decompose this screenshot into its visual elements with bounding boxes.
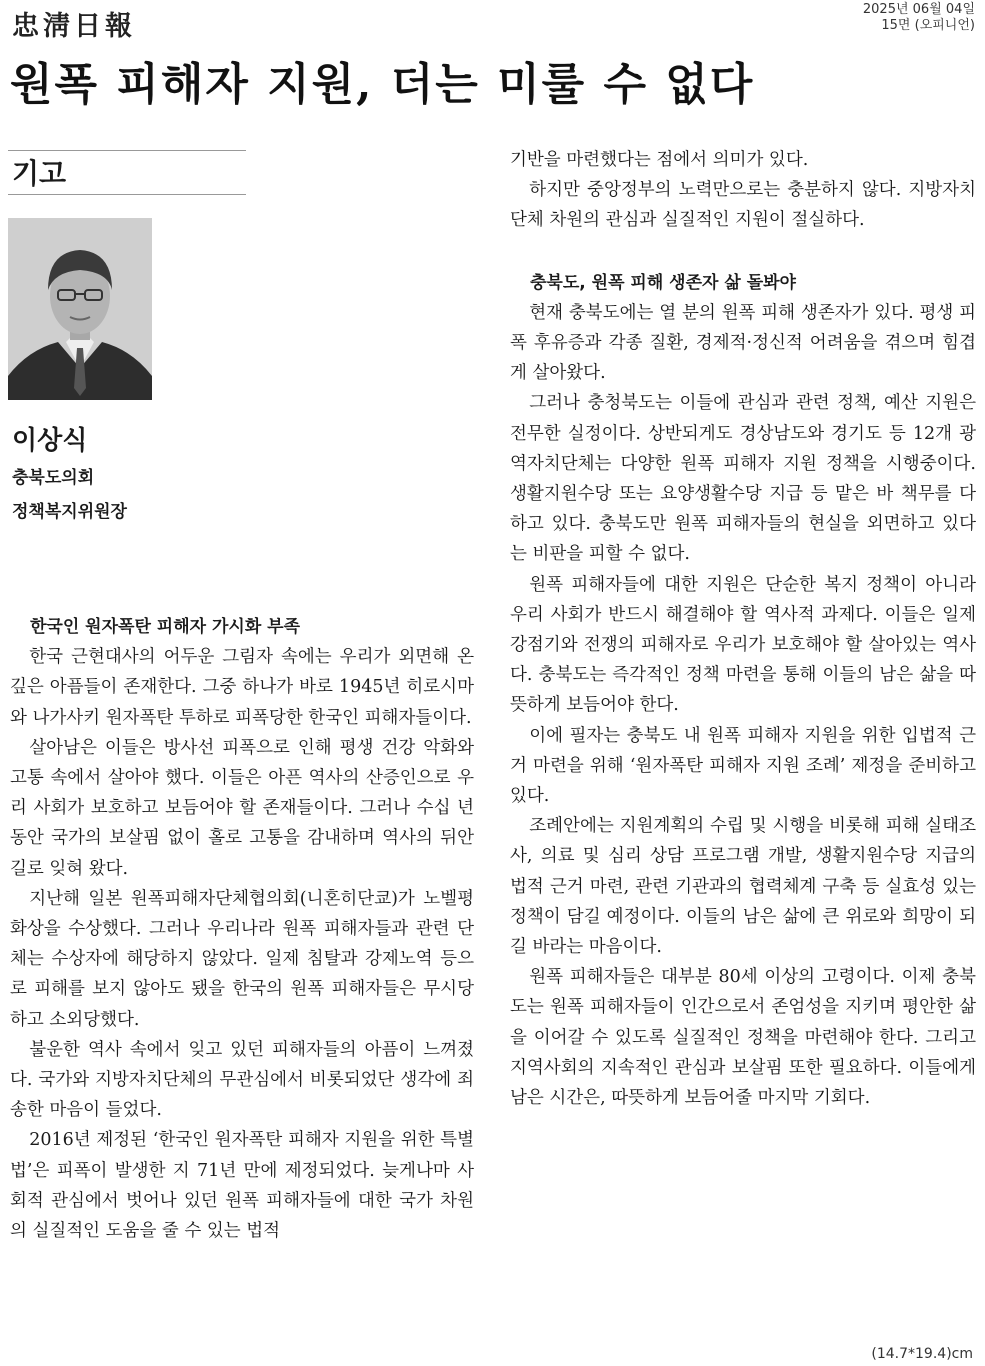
author-name: 이상식 <box>12 426 88 456</box>
paragraph: 원폭 피해자들에 대한 지원은 단순한 복지 정책이 아니라 우리 사회가 반드시 해결해야 할 역사적 과제다. 이들은 일제 강점기와 전쟁의 피해자로 우리가 보호해야 할 살아있는 역사다. 충북도는 즉각적인 정책 마련을 통해 이들의 남은 삶을 따뜻하게 보듬어야 한다. <box>510 574 976 716</box>
paragraph: 2016년 제정된 ‘한국인 원자폭탄 피해자 지원을 위한 특별법’은 피폭이 발생한 지 71년 만에 제정되었다. 늦게나마 사회적 관심에서 벗어나 있던 원폭 피해자들에 대한 국가 차원의 실질적인 도움을 줄 수 있는 법적 <box>10 1130 474 1242</box>
article-column-right <box>510 145 976 1113</box>
subheading: 충북도, 원폭 피해 생존자 삶 돌봐야 <box>530 272 796 293</box>
paragraph: 이에 필자는 충북도 내 원폭 피해자 지원을 위한 입법적 근거 마련을 위해 ‘원자폭탄 피해자 지원 조례’ 제정을 준비하고 있다. <box>510 725 976 807</box>
paragraph: 살아남은 이들은 방사선 피폭으로 인해 평생 건강 악화와 고통 속에서 살아야 했다. 이들은 아픈 역사의 산증인으로 우리 사회가 보호하고 보듬어야 할 존재들이다. 그러나 수십 년 동안 국가의 보살핌 없이 홀로 고통을 감내하며 역사의 뒤안길로 잊혀 왔다. <box>10 737 474 879</box>
page-section: 15면 (오피니언) <box>881 18 975 33</box>
section-label: 기고 <box>12 157 67 190</box>
paragraph: 불운한 역사 속에서 잊고 있던 피해자들의 아픔이 느껴졌다. 국가와 지방자치단체의 무관심에서 비롯되었단 생각에 죄송한 마음이 들었다. <box>10 1039 474 1121</box>
publication-meta <box>863 2 975 34</box>
author-affiliation: 충북도의회 <box>12 468 95 488</box>
paragraph-gap <box>510 236 976 268</box>
section-rule-bottom <box>8 194 246 195</box>
paragraph: 지난해 일본 원폭피해자단체협의회(니혼히단쿄)가 노벨평화상을 수상했다. 그러나 우리나라 원폭 피해자들과 관련 단체는 수상자에 해당하지 않았다. 일제 침탈과 강제노역 등으로 피해를 보지 않아도 됐을 한국의 원폭 피해자들은 무시당하고 소외당했다. <box>10 888 474 1030</box>
paragraph: 그러나 충청북도는 이들에 관심과 관련 정책, 예산 지원은 전무한 실정이다. 상반되게도 경상남도와 경기도 등 12개 광역자치단체는 다양한 원폭 피해자 지원 정책을 시행중이다. 생활지원수당 또는 요양생활수당 지급 등 맡은 바 책무를 다하고 있다. 충북도만 원폭 피해자들의 현실을 외면하고 있다는 비판을 피할 수 없다. <box>510 393 976 565</box>
publication-date: 2025년 06월 04일 <box>862 2 975 17</box>
paragraph: 현재 충북도에는 열 분의 원폭 피해 생존자가 있다. 평생 피폭 후유증과 각종 질환, 경제적·정신적 어려움을 겪으며 힘겹게 살아왔다. <box>510 302 976 384</box>
paragraph: 원폭 피해자들은 대부분 80세 이상의 고령이다. 이제 충북도는 원폭 피해자들이 인간으로서 존엄성을 지키며 평안한 삶을 이어갈 수 있도록 실질적인 정책을 마련해야 한다. 그리고 지역사회의 지속적인 관심과 보살핌 또한 필요하다. 이들에게 남은 시간은, 따뜻하게 보듬어줄 마지막 기회다. <box>510 967 976 1109</box>
paragraph: 한국 근현대사의 어두운 그림자 속에는 우리가 외면해 온 깊은 아픔들이 존재한다. 그중 하나가 바로 1945년 히로시마와 나가사키 원자폭탄 투하로 피폭당한 한국인 피해자들이다. <box>10 647 474 728</box>
author-position: 정책복지위원장 <box>12 502 127 522</box>
author-photo <box>8 218 152 400</box>
paragraph: 하지만 중앙정부의 노력만으로는 충분하지 않다. 지방자치단체 차원의 관심과 실질적인 지원이 절실하다. <box>510 180 976 231</box>
author-portrait-icon <box>8 218 152 400</box>
section-rule-top <box>8 150 246 151</box>
subheading: 한국인 원자폭탄 피해자 가시화 부족 <box>30 617 301 637</box>
paragraph: 기반을 마련했다는 점에서 의미가 있다. <box>510 150 809 170</box>
paragraph: 조례안에는 지원계획의 수립 및 시행을 비롯해 피해 실태조사, 의료 및 심리 상담 프로그램 개발, 생활지원수당 지급의 법적 근거 마련, 관련 기관과의 협력체계 구축 등 실효성 있는 정책이 담길 예정이다. 이들의 남은 삶에 큰 위로와 희망이 되길 바라는 마음이다. <box>510 816 976 958</box>
newspaper-masthead: 忠淸日報 <box>12 11 136 42</box>
article-size-note: (14.7*19.4)cm <box>871 1346 973 1362</box>
article-column-left <box>10 612 474 1246</box>
article-headline: 원폭 피해자 지원, 더는 미룰 수 없다 <box>10 59 755 110</box>
